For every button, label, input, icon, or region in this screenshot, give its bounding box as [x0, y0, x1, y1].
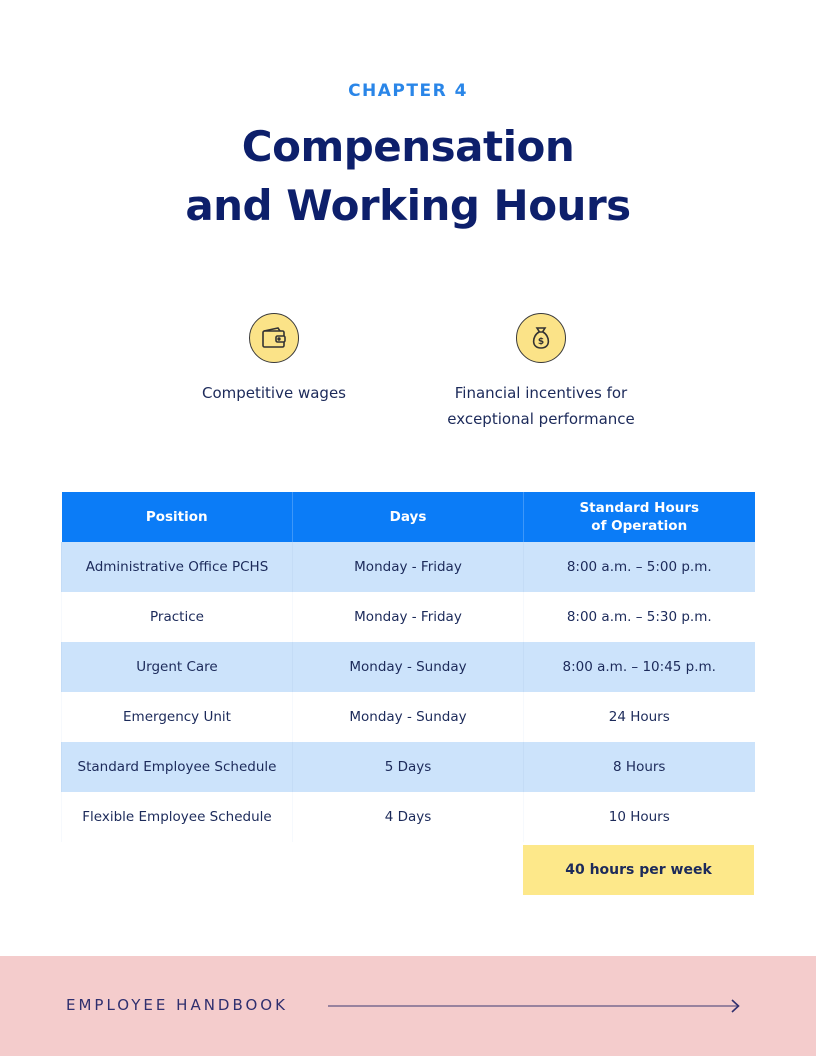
- money-bag-icon-badge: [516, 313, 566, 363]
- header-days: Days: [293, 492, 524, 542]
- feature-label-line-1: Financial incentives for: [454, 384, 628, 402]
- table-row: [62, 692, 755, 742]
- table-row: [62, 592, 755, 642]
- header-hours-line-1: Standard Hours: [579, 500, 700, 516]
- cell-days: Monday - Sunday: [293, 692, 524, 742]
- title-line-2: and Working Hours: [185, 181, 631, 230]
- cell-days: 4 Days: [293, 792, 524, 842]
- header-position: Position: [62, 492, 293, 542]
- wallet-icon: [261, 326, 287, 350]
- footer-band: [0, 956, 816, 1056]
- cell-days: Monday - Friday: [293, 542, 524, 592]
- cell-hours: 24 Hours: [524, 692, 755, 742]
- feature-competitive-wages: [144, 313, 404, 406]
- title-line-1: Compensation: [241, 122, 575, 171]
- cell-position: Practice: [62, 592, 293, 642]
- cell-hours: 8:00 a.m. – 10:45 p.m.: [524, 642, 755, 692]
- cell-position: Emergency Unit: [62, 692, 293, 742]
- table-row: [62, 792, 755, 842]
- weekly-hours-total: 40 hours per week: [523, 845, 754, 895]
- cell-hours: 8 Hours: [524, 742, 755, 792]
- feature-label-line-2: exceptional performance: [447, 410, 635, 428]
- cell-position: Administrative Office PCHS: [62, 542, 293, 592]
- page-title: [0, 117, 816, 235]
- cell-hours: 10 Hours: [524, 792, 755, 842]
- working-hours-table: [61, 492, 755, 842]
- feature-label: Competitive wages: [201, 384, 346, 402]
- header-hours-line-2: of Operation: [591, 518, 688, 534]
- cell-hours: 8:00 a.m. – 5:00 p.m.: [524, 542, 755, 592]
- cell-days: Monday - Friday: [293, 592, 524, 642]
- table-header-row: [62, 492, 755, 542]
- cell-days: Monday - Sunday: [293, 642, 524, 692]
- feature-financial-incentives: [411, 313, 671, 432]
- table-row: [62, 742, 755, 792]
- wallet-icon-badge: [249, 313, 299, 363]
- cell-position: Flexible Employee Schedule: [62, 792, 293, 842]
- table-row: [62, 642, 755, 692]
- chapter-label: CHAPTER 4: [348, 81, 468, 101]
- table-row: [62, 542, 755, 592]
- cell-days: 5 Days: [293, 742, 524, 792]
- arrow-right-icon: [328, 998, 742, 1014]
- feature-label: [411, 380, 671, 432]
- header-standard-hours: [524, 492, 755, 542]
- cell-hours: 8:00 a.m. – 5:30 p.m.: [524, 592, 755, 642]
- money-bag-icon: [529, 325, 553, 351]
- svg-text:$: $: [537, 337, 545, 347]
- cell-position: Standard Employee Schedule: [62, 742, 293, 792]
- cell-position: Urgent Care: [62, 642, 293, 692]
- footer-label: EMPLOYEE HANDBOOK: [66, 996, 288, 1014]
